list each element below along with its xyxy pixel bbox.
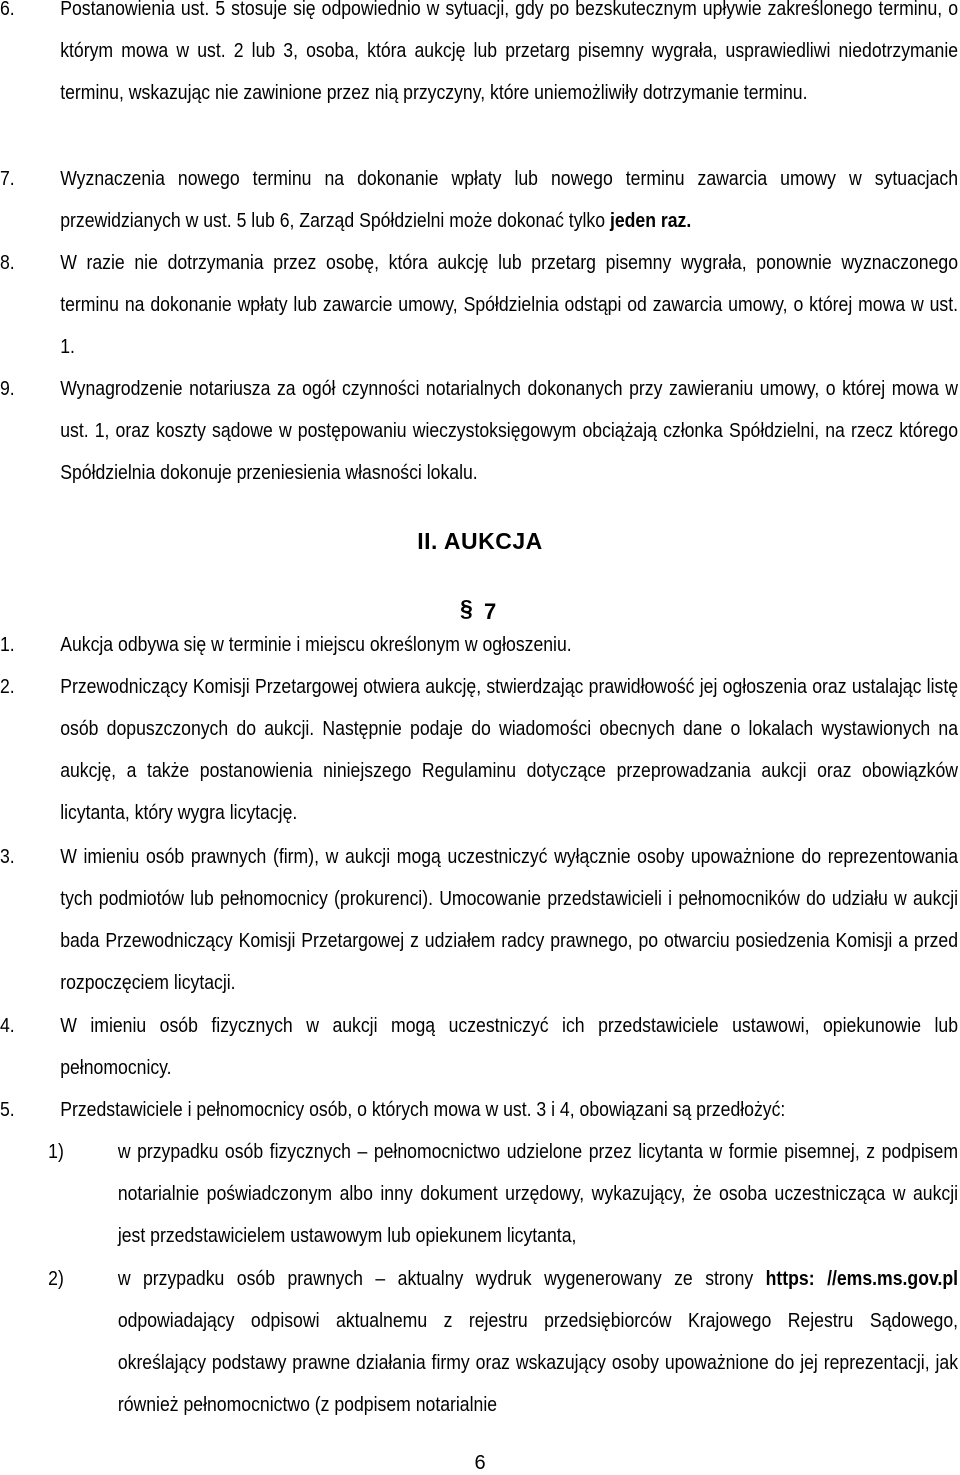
list-item: [0, 368, 959, 494]
list-item: [0, 0, 959, 114]
sub-item-text: w przypadku osób fizycznych – pełnomocnictwo udzielone przez licytanta w formie pisemnej, z podpisem notarialnie poświadczonym albo inny dokument urzędowy, wykazujący, że osoba uczestnicząca w aukcji jest przedstawicielem ustawowym lub opiekunem licytanta,: [117, 1140, 959, 1247]
emphasis-text: jeden raz: [609, 209, 687, 232]
item-number: 7.: [0, 167, 15, 190]
item-text: W razie nie dotrzymania przez osobę, która aukcję lub przetarg pisemny wygrała, ponownie wyznaczonego terminu na dokonanie wpłaty lub zawarcie umowy, Spółdzielnia odstąpi od zawarcia umowy, o której mowa w ust. 1.: [60, 251, 959, 358]
item-text: W imieniu osób fizycznych w aukcji mogą uczestniczyć ich przedstawiciele ustawowi, opiekunowie lub pełnomocnicy.: [60, 1014, 959, 1079]
item-number: 1.: [0, 633, 15, 656]
sub-item-text-after: odpowiadający odpisowi aktualnemu z rejestru przedsiębiorców Krajowego Rejestru Sądowego, określający podstawy prawne działania firmy oraz wskazujący osoby upoważnione do jej reprezentacji, jak również pełnomocnictwo (z podpisem notarialnie: [117, 1309, 959, 1416]
item-number: 8.: [0, 251, 15, 274]
item-text: [60, 158, 958, 242]
list-item: [0, 1005, 959, 1089]
list-item: [0, 1089, 826, 1131]
sub-item-text-before: w przypadku osób prawnych – aktualny wydruk wygenerowany ze strony: [117, 1267, 766, 1290]
item-text: Wynagrodzenie notariusza za ogół czynności notarialnych dokonanych przy zawieraniu umowy, o której mowa w ust. 1, oraz koszty sądowe w postępowaniu wieczystoksięgowym obciążają członka Spółdzielni, na rzecz którego Spółdzielnia dokonuje przeniesienia własności lokalu.: [60, 377, 959, 484]
item-text: Przewodniczący Komisji Przetargowej otwiera aukcję, stwierdzając prawidłowość jej ogłoszenia oraz ustalając listę osób dopuszczonych do aukcji. Następnie podaje do wiadomości obecnych dane o lokalach wystawionych na aukcję, a także postanowienia niniejszego Regulaminu dotyczące przeprowadzania aukcji oraz obowiązków licytanta, który wygra licytację.: [60, 675, 959, 824]
list-item: [0, 242, 959, 368]
website-link[interactable]: https: //ems.ms.gov.pl: [765, 1267, 959, 1290]
sub-list-item: [0, 1131, 959, 1257]
sub-item-text: [118, 1258, 958, 1426]
sub-item-number: 2): [48, 1267, 64, 1290]
section-title: II. AUKCJA: [417, 528, 543, 554]
paragraph-number: 7: [484, 599, 497, 624]
list-item: [0, 158, 959, 242]
list-item: [0, 836, 959, 1004]
sub-item-number: 1): [48, 1140, 64, 1163]
list-item: [0, 666, 959, 834]
sub-list-item: [0, 1258, 959, 1426]
list-item: [0, 624, 826, 666]
item-text: W imieniu osób prawnych (firm), w aukcji mogą uczestniczyć wyłącznie osoby upoważnione do reprezentowania tych podmiotów lub pełnomocnicy (prokurenci). Umocowanie przedstawicieli i pełnomocników do udziału w aukcji bada Przewodniczący Komisji Przetargowej z udziałem radcy prawnego, po otwarciu posiedzenia Komisji a przed rozpoczęciem licytacji.: [60, 845, 959, 994]
item-text: Aukcja odbywa się w terminie i miejscu określonym w ogłoszeniu.: [60, 633, 572, 656]
item-number: 5.: [0, 1098, 15, 1121]
item-text-plain: Wyznaczenia nowego terminu na dokonanie wpłaty lub nowego terminu zawarcia umowy w sytuacjach przewidzianych w ust. 5 lub 6, Zarząd Spółdzielni może dokonać tylko: [60, 167, 959, 232]
item-text: Przedstawiciele i pełnomocnicy osób, o których mowa w ust. 3 i 4, obowiązani są przedłożyć:: [60, 1098, 786, 1121]
paragraph-sign: §: [460, 595, 473, 621]
item-number: 9.: [0, 377, 15, 400]
item-number: 6.: [0, 0, 15, 20]
emphasis-period: .: [686, 209, 692, 232]
item-text: Postanowienia ust. 5 stosuje się odpowiednio w sytuacji, gdy po bezskutecznym upływie zakreślonego terminu, o którym mowa w ust. 2 lub 3, osoba, która aukcję lub przetarg pisemny wygrała, usprawiedliwi niedotrzymanie terminu, wskazując nie zawinione przez nią przyczyny, które uniemożliwiły dotrzymanie terminu.: [60, 0, 959, 104]
page-number: 6: [474, 1452, 486, 1474]
item-number: 2.: [0, 675, 15, 698]
item-number: 3.: [0, 845, 15, 868]
item-number: 4.: [0, 1014, 15, 1037]
